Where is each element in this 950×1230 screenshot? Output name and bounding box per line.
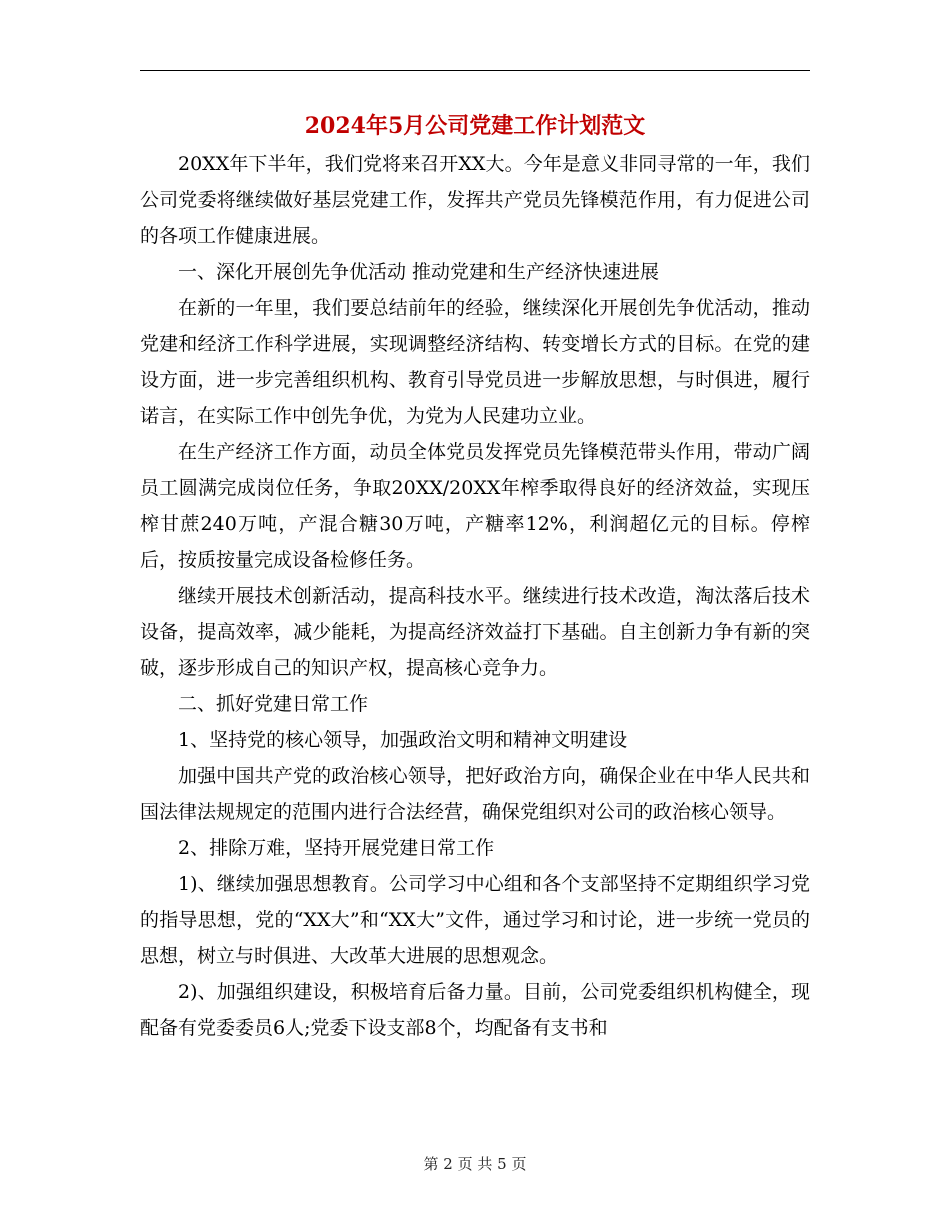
- subsection-heading-2: 2、排除万难，坚持开展党建日常工作: [178, 837, 495, 859]
- paragraph: 加强中国共产党的政治核心领导，把好政治方向，确保企业在中华人民共和国法律法规规定的范围内进行合法经营，确保党组织对公司的政治核心领导。: [140, 765, 810, 823]
- document-title: 2024年5月公司党建工作计划范文: [304, 113, 646, 139]
- paragraph: 在新的一年里，我们要总结前年的经验，继续深化开展创先争优活动，推动党建和经济工作科学进展，实现调整经济结构、转变增长方式的目标。在党的建设方面，进一步完善组织机构、教育引导党员进一步解放思想，与时俱进，履行诺言，在实际工作中创先争优，为党为人民建功立业。: [140, 297, 810, 427]
- subsection-heading-1: 1、坚持党的核心领导，加强政治文明和精神文明建设: [178, 729, 628, 751]
- paragraph-intro: 20XX年下半年，我们党将来召开XX大。今年是意义非同寻常的一年，我们公司党委将继续做好基层党建工作，发挥共产党员先锋模范作用，有力促进公司的各项工作健康进展。: [140, 153, 810, 247]
- page-number: 第 2 页 共 5 页: [423, 1155, 527, 1173]
- paragraph: 继续开展技术创新活动，提高科技水平。继续进行技术改造，淘汰落后技术设备，提高效率，减少能耗，为提高经济效益打下基础。自主创新力争有新的突破，逐步形成自己的知识产权，提高核心竞争力。: [140, 585, 810, 679]
- paragraph: 2)、加强组织建设，积极培育后备力量。目前，公司党委组织机构健全，现配备有党委委员6人;党委下设支部8个，均配备有支书和: [140, 981, 810, 1039]
- paragraph: 在生产经济工作方面，动员全体党员发挥党员先锋模范带头作用，带动广阔员工圆满完成岗位任务，争取20XX/20XX年榨季取得良好的经济效益，实现压榨甘蔗240万吨，产混合糖30万吨，产糖率12%，利润超亿元的目标。停榨后，按质按量完成设备检修任务。: [140, 441, 810, 571]
- paragraph: 1)、继续加强思想教育。公司学习中心组和各个支部坚持不定期组织学习党的指导思想，党的“XX大”和“XX大”文件，通过学习和讨论，进一步统一党员的思想，树立与时俱进、大改革大进展的思想观念。: [140, 873, 810, 967]
- header-rule: [140, 70, 810, 71]
- section-heading-1: 一、深化开展创先争优活动 推动党建和生产经济快速进展: [178, 261, 660, 283]
- section-heading-2: 二、抓好党建日常工作: [178, 693, 369, 715]
- document-body: [140, 146, 810, 1046]
